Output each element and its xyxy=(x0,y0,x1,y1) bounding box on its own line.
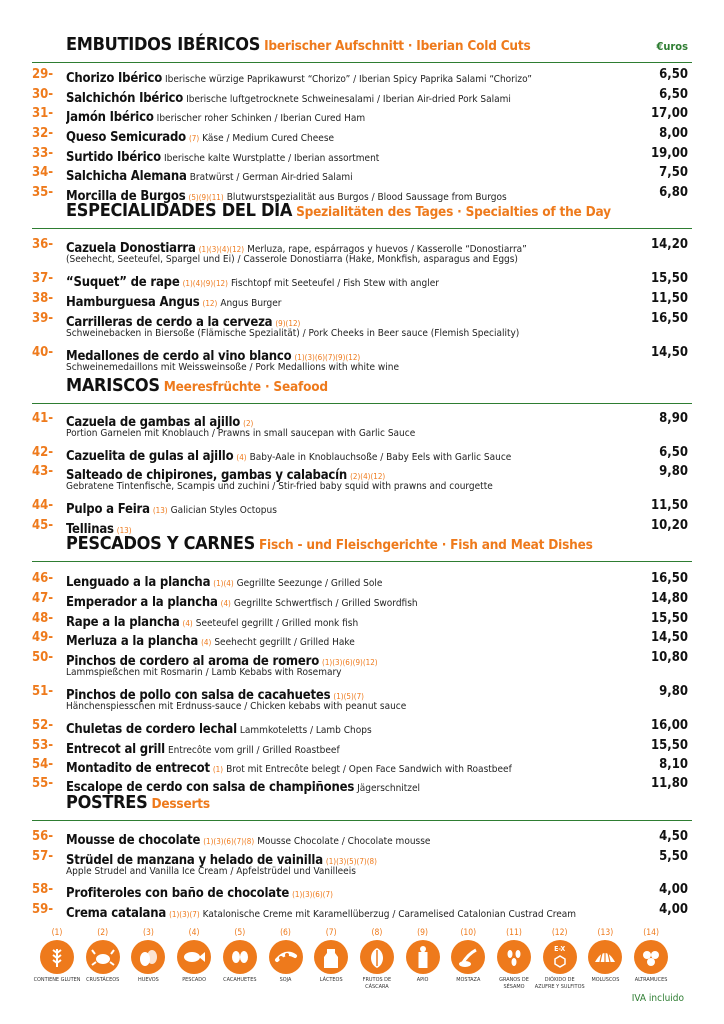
item-name: Pinchos de cordero al aroma de romero xyxy=(66,654,320,669)
item-allergens: (9)(12) xyxy=(275,319,301,328)
item-price: 19,00 xyxy=(651,146,688,161)
allergen-code: (2) xyxy=(97,928,109,938)
item-allergens: (1)(3)(6)(9)(12) xyxy=(322,658,378,667)
item-name: Lenguado a la plancha xyxy=(66,575,211,590)
lupin-icon xyxy=(634,940,668,974)
item-translation: Portion Garnelen mit Knoblauch / Prawns in small saucepan with Garlic Sauce xyxy=(66,428,416,439)
item-translation: Schweinebacken in Biersoße (Flämische Spezialität) / Pork Cheeks in Beer sauce (Flemish Speciality) xyxy=(66,328,520,339)
section-subtitle: Iberischer Aufschnitt · Iberian Cold Cuts xyxy=(264,38,531,54)
item-name: Medallones de cerdo al vino blanco xyxy=(66,349,292,364)
item-description: Brot mit Entrecôte belegt / Open Face Sandwich with Roastbeef xyxy=(226,764,512,775)
allergen-legend-item xyxy=(489,928,539,991)
item-price: 16,50 xyxy=(651,311,688,326)
allergen-label: HUEVOS xyxy=(137,977,159,983)
shell-icon xyxy=(588,940,622,974)
item-description: Blutwurstspezialität aus Burgos / Blood Saussage from Burgos xyxy=(226,192,507,203)
item-name: Chorizo Ibérico xyxy=(66,71,163,86)
item-description: Seehecht gegrillt / Grilled Hake xyxy=(214,637,355,648)
item-number: 34- xyxy=(32,165,54,180)
allergen-code: (1) xyxy=(51,928,63,938)
item-name: Tellinas xyxy=(66,522,114,537)
item-description: Iberischer roher Schinken / Iberian Cured Ham xyxy=(156,113,366,124)
item-number: 54- xyxy=(32,757,54,772)
item-number: 42- xyxy=(32,445,54,460)
item-number: 38- xyxy=(32,291,54,306)
item-number: 56- xyxy=(32,829,54,844)
allergen-code: (5) xyxy=(234,928,246,938)
item-translation: Hänchenspiesschen mit Erdnuss-sauce / Chicken kebabs with peanut sauce xyxy=(66,701,407,712)
item-number: 35- xyxy=(32,185,54,200)
item-number: 43- xyxy=(32,464,54,479)
allergen-legend-item xyxy=(78,928,128,984)
section-title: MARISCOS xyxy=(66,375,160,396)
allergen-label: MOSTAZA xyxy=(456,977,481,983)
allergen-code: (13) xyxy=(597,928,614,938)
item-price: 10,20 xyxy=(651,518,688,533)
item-price: 15,50 xyxy=(651,611,688,626)
item-allergens: (1)(3)(7) xyxy=(169,910,200,919)
item-name: Cazuela Donostiarra xyxy=(66,241,196,256)
item-number: 29- xyxy=(32,67,54,82)
item-allergens: (7) xyxy=(188,134,200,143)
item-name: Strüdel de manzana y helado de vainilla xyxy=(66,853,323,868)
section-title: ESPECIALIDADES DEL DÍA xyxy=(66,200,293,221)
section-divider xyxy=(32,820,692,821)
section-subtitle: Fisch - und Fleischgerichte · Fish and Meat Dishes xyxy=(258,537,593,553)
item-price: 14,20 xyxy=(651,237,688,252)
item-description: Iberische würzige Paprikawurst “Chorizo” / Iberian Spicy Paprika Salami “Chorizo” xyxy=(165,74,532,85)
item-allergens: (4) xyxy=(236,453,247,462)
item-translation: Lammspießchen mit Rosmarin / Lamb Kebabs with Rosemary xyxy=(66,667,342,678)
allergen-legend-item xyxy=(352,928,402,991)
allergen-label: GRANOS DE SÉSAMO xyxy=(499,977,529,990)
item-name: Pinchos de pollo con salsa de cacahuetes xyxy=(66,688,331,703)
item-allergens: (1)(3)(6)(7)(8) xyxy=(203,837,255,846)
item-allergens: (13) xyxy=(116,526,132,535)
item-description: Bratwürst / German Air-dried Salami xyxy=(189,172,353,183)
item-name: Queso Semicurado xyxy=(66,130,186,145)
item-number: 47- xyxy=(32,591,54,606)
item-price: 8,90 xyxy=(659,411,688,426)
allergen-code: (6) xyxy=(280,928,291,938)
item-name: Cazuelita de gulas al ajillo xyxy=(66,449,234,464)
item-name: Salchicha Alemana xyxy=(66,169,187,184)
item-number: 55- xyxy=(32,776,54,791)
item-price: 5,50 xyxy=(659,849,688,864)
item-allergens: (1)(3)(6)(7) xyxy=(292,890,333,899)
section-title: PESCADOS Y CARNES xyxy=(66,533,255,554)
item-allergens: (1) xyxy=(212,765,224,774)
item-name: Profiteroles con baño de chocolate xyxy=(66,886,290,901)
allergen-legend-item xyxy=(215,928,265,984)
item-allergens: (1)(3)(6)(7)(9)(12) xyxy=(294,353,361,362)
item-description: Entrecôte vom grill / Grilled Roastbeef xyxy=(167,745,340,756)
allergen-legend-item xyxy=(32,928,82,984)
item-name: Salteado de chipirones, gambas y calabacín xyxy=(66,468,348,483)
allergen-legend-item xyxy=(169,928,219,984)
crab-icon xyxy=(86,940,120,974)
item-name: Morcilla de Burgos xyxy=(66,189,186,204)
item-price: 14,80 xyxy=(651,591,688,606)
allergen-legend-item xyxy=(535,928,585,991)
section-divider xyxy=(32,561,692,562)
item-price: 6,50 xyxy=(659,67,688,82)
item-price: 11,50 xyxy=(651,291,688,306)
item-translation: Gebratene Tintenfische, Scampis und zuchini / Stir-fried baby squid with prawns and courgette xyxy=(66,481,493,492)
allergen-label: MOLUSCOS xyxy=(591,977,620,983)
item-number: 59- xyxy=(32,902,54,917)
item-description: Angus Burger xyxy=(220,298,282,309)
item-name: Montadito de entrecot xyxy=(66,761,210,776)
item-description: Baby-Aale in Knoblauchsoße / Baby Eels with Garlic Sauce xyxy=(249,452,512,463)
item-allergens: (4) xyxy=(182,619,193,628)
item-description: Gegrillte Schwertfisch / Grilled Swordfish xyxy=(233,598,418,609)
allergen-legend-item xyxy=(306,928,356,984)
soy-icon xyxy=(269,940,303,974)
item-number: 37- xyxy=(32,271,54,286)
item-number: 33- xyxy=(32,146,54,161)
item-number: 36- xyxy=(32,237,54,252)
allergen-legend-item xyxy=(443,928,493,984)
item-name: Rape a la plancha xyxy=(66,615,180,630)
item-description: Mousse Chocolate / Chocolate mousse xyxy=(257,836,431,847)
item-description: Seeteufel gegrillt / Grilled monk fish xyxy=(195,618,359,629)
item-description: Iberische luftgetrocknete Schweinesalami / Iberian Air-dried Pork Salami xyxy=(186,94,511,105)
allergen-label: CRUSTÁCEOS xyxy=(86,977,120,983)
allergen-label: SOJA xyxy=(279,977,292,983)
item-price: 6,80 xyxy=(659,185,688,200)
item-name: Pulpo a Feira xyxy=(66,502,150,517)
item-name: Carrilleras de cerdo a la cerveza xyxy=(66,315,273,330)
allergen-code: (11) xyxy=(506,928,522,938)
allergen-label: CONTIENE GLUTEN xyxy=(33,977,81,983)
allergen-code: (3) xyxy=(142,928,154,938)
item-allergens: (2) xyxy=(243,419,254,428)
mustard-icon xyxy=(451,940,485,974)
allergen-legend xyxy=(33,928,680,998)
item-name: Emperador a la plancha xyxy=(66,595,218,610)
item-description: Käse / Medium Cured Cheese xyxy=(202,133,335,144)
allergen-legend-item xyxy=(123,928,173,984)
item-description: Merluza, rape, espárragos y huevos / Kasserolle “Donostiarra” xyxy=(247,244,527,255)
item-price: 7,50 xyxy=(659,165,688,180)
item-description: Jägerschnitzel xyxy=(357,783,421,794)
item-allergens: (5)(9)(11) xyxy=(188,193,224,202)
allergen-legend-item xyxy=(626,928,676,984)
allergen-code: (14) xyxy=(643,928,659,938)
currency-label: €uros xyxy=(656,40,688,53)
allergen-label: LÁCTEOS xyxy=(319,977,343,983)
item-price: 6,50 xyxy=(659,87,688,102)
allergen-icon-text: E-X xyxy=(554,945,566,953)
item-name: Mousse de chocolate xyxy=(66,833,201,848)
item-description: Lammkoteletts / Lamb Chops xyxy=(239,725,372,736)
item-name: Chuletas de cordero lechal xyxy=(66,722,237,737)
item-price: 14,50 xyxy=(651,630,688,645)
fish-icon xyxy=(177,940,211,974)
item-price: 4,00 xyxy=(659,882,688,897)
item-number: 49- xyxy=(32,630,54,645)
allergen-label: FRUTOS DE CÁSCARA xyxy=(362,977,392,990)
item-number: 30- xyxy=(32,87,54,102)
allergen-label: APIO xyxy=(416,977,429,983)
item-number: 57- xyxy=(32,849,54,864)
item-description: Iberische kalte Wurstplatte / Iberian assortment xyxy=(164,153,380,164)
item-allergens: (1)(4) xyxy=(213,579,234,588)
item-allergens: (4) xyxy=(201,638,212,647)
item-name: Crema catalana xyxy=(66,906,167,921)
item-price: 17,00 xyxy=(651,106,688,121)
item-price: 4,00 xyxy=(659,902,688,917)
item-allergens: (13) xyxy=(152,506,168,515)
item-name: Merluza a la plancha xyxy=(66,634,199,649)
item-price: 6,50 xyxy=(659,445,688,460)
section-subtitle: Desserts xyxy=(151,796,210,812)
item-price: 4,50 xyxy=(659,829,688,844)
item-name: Hamburguesa Angus xyxy=(66,295,200,310)
item-number: 58- xyxy=(32,882,54,897)
item-number: 46- xyxy=(32,571,54,586)
allergen-code: (12) xyxy=(551,928,568,938)
item-allergens: (4) xyxy=(220,599,231,608)
item-number: 45- xyxy=(32,518,54,533)
item-price: 15,50 xyxy=(651,738,688,753)
milk-icon xyxy=(314,940,348,974)
item-translation: (Seehecht, Seeteufel, Spargel und Ei) / Casserole Donostiarra (Hake, Monkfish, asparagus and Eggs) xyxy=(66,254,518,265)
item-price: 15,50 xyxy=(651,271,688,286)
item-allergens: (1)(3)(4)(12) xyxy=(198,245,245,254)
item-translation: Apple Strudel and Vanilla Ice Cream / Apfelstrüdel und Vanilleeis xyxy=(66,866,356,877)
item-name: Cazuela de gambas al ajillo xyxy=(66,415,241,430)
allergen-code: (9) xyxy=(417,928,429,938)
item-number: 31- xyxy=(32,106,54,121)
section-subtitle: Meeresfrüchte · Seafood xyxy=(163,379,328,395)
item-price: 9,80 xyxy=(659,684,688,699)
allergen-label: ALTRAMUCES xyxy=(634,977,668,983)
item-number: 52- xyxy=(32,718,54,733)
item-number: 44- xyxy=(32,498,54,513)
item-price: 9,80 xyxy=(659,464,688,479)
item-price: 14,50 xyxy=(651,345,688,360)
item-name: Surtido Ibérico xyxy=(66,150,161,165)
section-subtitle: Spezialitäten des Tages · Specialties of the Day xyxy=(296,204,611,220)
item-price: 8,10 xyxy=(659,757,688,772)
section-title: EMBUTIDOS IBÉRICOS xyxy=(66,34,261,55)
item-price: 11,50 xyxy=(651,498,688,513)
item-allergens: (2)(4)(12) xyxy=(350,472,386,481)
item-allergens: (1)(5)(7) xyxy=(333,692,364,701)
allergen-legend-item xyxy=(261,928,311,984)
allergen-code: (4) xyxy=(188,928,200,938)
allergen-code: (7) xyxy=(325,928,337,938)
nut-icon xyxy=(360,940,394,974)
item-name: Entrecot al grill xyxy=(66,742,165,757)
section-divider xyxy=(32,62,692,63)
item-description: Galician Styles Octopus xyxy=(170,505,277,516)
allergen-code: (10) xyxy=(460,928,477,938)
item-price: 11,80 xyxy=(651,776,688,791)
allergen-legend-item xyxy=(580,928,630,984)
allergen-label: DIÓXIDO DE AZUFRE Y SULFITOS xyxy=(534,977,585,990)
sesame-icon xyxy=(497,940,531,974)
item-number: 32- xyxy=(32,126,54,141)
item-number: 41- xyxy=(32,411,54,426)
item-number: 51- xyxy=(32,684,54,699)
item-allergens: (1)(4)(9)(12) xyxy=(182,279,228,288)
item-name: Jamón Ibérico xyxy=(66,110,154,125)
section-divider xyxy=(32,228,692,229)
item-name: Salchichón Ibérico xyxy=(66,91,184,106)
allergen-legend-item xyxy=(398,928,448,984)
item-number: 50- xyxy=(32,650,54,665)
egg-icon xyxy=(131,940,165,974)
item-description: Katalonische Creme mit Karamellüberzug / Caramelised Catalonian Custrad Cream xyxy=(202,909,577,920)
item-allergens: (1)(3)(5)(7)(8) xyxy=(325,857,377,866)
peanut-icon xyxy=(223,940,257,974)
item-number: 40- xyxy=(32,345,54,360)
section-divider xyxy=(32,403,692,404)
item-price: 16,00 xyxy=(651,718,688,733)
item-name: “Suquet” de rape xyxy=(66,275,180,290)
celery-icon xyxy=(406,940,440,974)
item-description: Fischtopf mit Seeteufel / Fish Stew with angler xyxy=(230,278,439,289)
item-number: 48- xyxy=(32,611,54,626)
allergen-code: (8) xyxy=(371,928,383,938)
allergen-label: CACAHUETES xyxy=(223,977,257,983)
item-number: 53- xyxy=(32,738,54,753)
allergen-label: PESCADO xyxy=(182,977,206,983)
sulphite-icon xyxy=(543,940,577,974)
item-name: Escalope de cerdo con salsa de champiñones xyxy=(66,780,355,795)
vat-note: IVA incluido xyxy=(631,993,684,1004)
item-price: 8,00 xyxy=(659,126,688,141)
item-description: Gegrillte Seezunge / Grilled Sole xyxy=(236,578,383,589)
item-allergens: (12) xyxy=(202,299,218,308)
item-number: 39- xyxy=(32,311,54,326)
wheat-icon xyxy=(40,940,74,974)
item-price: 10,80 xyxy=(651,650,688,665)
item-translation: Schweinemedaillons mit Weissweinsoße / Pork Medallions with white wine xyxy=(66,362,400,373)
section-title: POSTRES xyxy=(66,792,148,813)
item-price: 16,50 xyxy=(651,571,688,586)
